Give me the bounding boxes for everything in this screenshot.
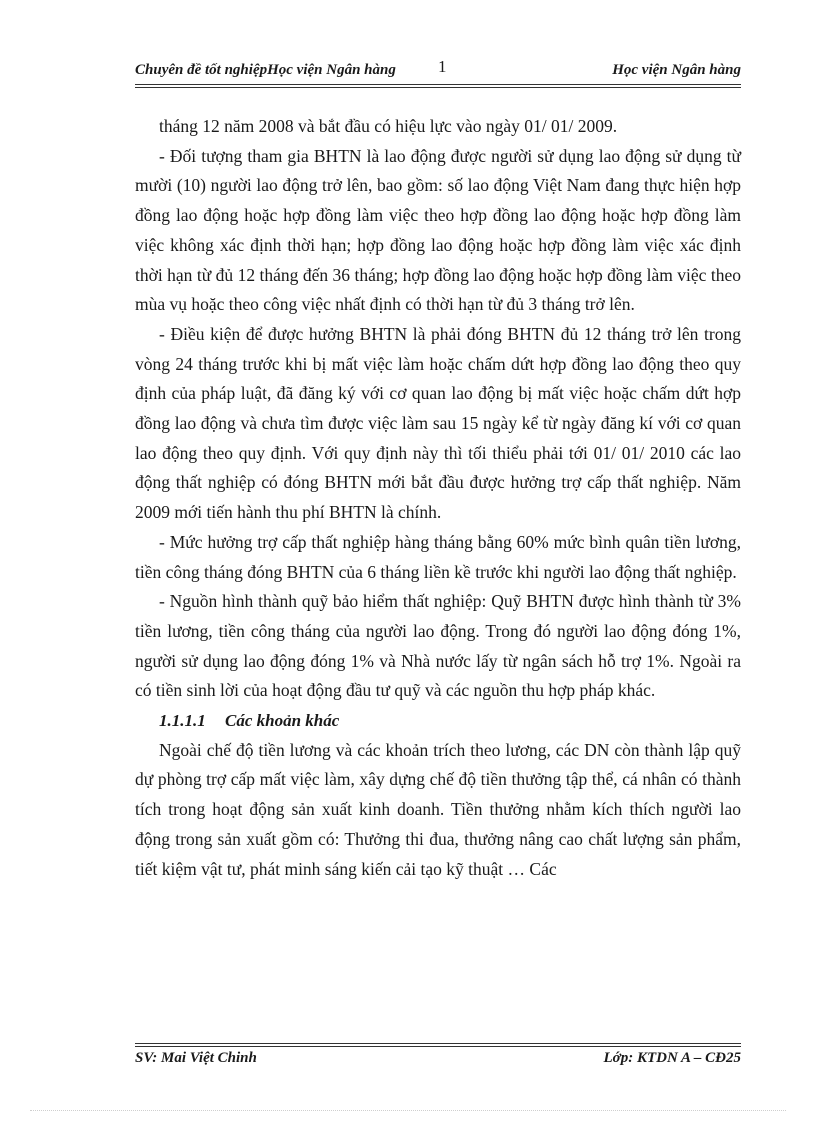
footer-rule: [135, 1043, 741, 1044]
footer-student: SV: Mai Việt Chinh: [135, 1050, 257, 1066]
bullet-paragraph: - Đối tượng tham gia BHTN là lao động được người sử dụng lao động sử dụng từ mười (10) người lao động trở lên, bao gồm: số lao động Việt Nam đang thực hiện hợp đồng lao động hoặc hợp đồng làm việc theo hợp đồng lao động hoặc hợp đồng làm việc không xác định thời hạn; hợp đồng lao động hoặc hợp đồng làm việc xác định thời hạn từ đủ 12 tháng đến 36 tháng; hợp đồng lao động hoặc hợp đồng làm việc theo mùa vụ hoặc theo công việc nhất định có thời hạn từ đủ 3 tháng trở lên.: [135, 145, 741, 315]
bullet-paragraph: - Điều kiện để được hưởng BHTN là phải đóng BHTN đủ 12 tháng trở lên trong vòng 24 tháng trước khi bị mất việc làm hoặc chấm dứt hợp đồng lao động theo quy định của pháp luật, đã đăng ký với cơ quan lao động bị mất việc hoặc chấm dứt hợp đồng lao động và chưa tìm được việc làm sau 15 ngày kể từ ngày đăng kí với cơ quan lao động theo quy định. Với quy định này thì tối thiểu phải tới 01/ 01/ 2010 các lao động thất nghiệp có đóng BHTN mới bắt đầu được hưởng trợ cấp thất nghiệp. Năm 2009 mới tiến hành thu phí BHTN là chính.: [135, 323, 741, 523]
footer-rule-secondary: [135, 1046, 741, 1047]
paragraph: tháng 12 năm 2008 và bắt đầu có hiệu lực vào ngày 01/ 01/ 2009.: [159, 116, 618, 136]
bullet-paragraph: - Nguồn hình thành quỹ bảo hiểm thất nghiệp: Quỹ BHTN được hình thành từ 3% tiền lương, tiền công tháng của người lao động. Trong đó người lao động đóng 1%, người sử dụng lao động đóng 1% và Nhà nước lấy từ ngân sách hỗ trợ 1%. Ngoài ra có tiền sinh lời của hoạt động đầu tư quỹ và các nguồn thu hợp pháp khác.: [135, 591, 741, 701]
header-rule-secondary: [135, 87, 741, 88]
footer-class: Lớp: KTDN A – CĐ25: [603, 1050, 741, 1066]
header-right-title: Học viện Ngân hàng: [612, 62, 741, 78]
header-rule: [135, 84, 741, 85]
paragraph: Ngoài chế độ tiền lương và các khoản trích theo lương, các DN còn thành lập quỹ dự phòng trợ cấp mất việc làm, xây dựng chế độ tiền thưởng tập thể, cá nhân có thành tích trong hoạt động sản xuất kinh doanh. Tiền thưởng nhằm kích thích người lao động trong sản xuất gồm có: Thưởng thi đua, thưởng nâng cao chất lượng sản phẩm, tiết kiệm vật tư, phát minh sáng kiến cải tạo kỹ thuật … Các: [135, 739, 741, 879]
page-bottom-dotted-line: [30, 1110, 786, 1111]
page-header: [135, 57, 741, 84]
header-left-title: Chuyên đề tốt nghiệpHọc viện Ngân hàng: [135, 62, 396, 78]
page-body: [135, 112, 741, 884]
section-number: 1.1.1.1: [159, 711, 206, 731]
section-heading: [135, 706, 741, 736]
bullet-paragraph: - Mức hưởng trợ cấp thất nghiệp hàng tháng bằng 60% mức bình quân tiền lương, tiền công tháng đóng BHTN của 6 tháng liền kề trước khi người lao động thất nghiệp.: [135, 531, 741, 582]
section-title: Các khoản khác: [225, 711, 340, 731]
page-number: 1: [438, 57, 447, 76]
